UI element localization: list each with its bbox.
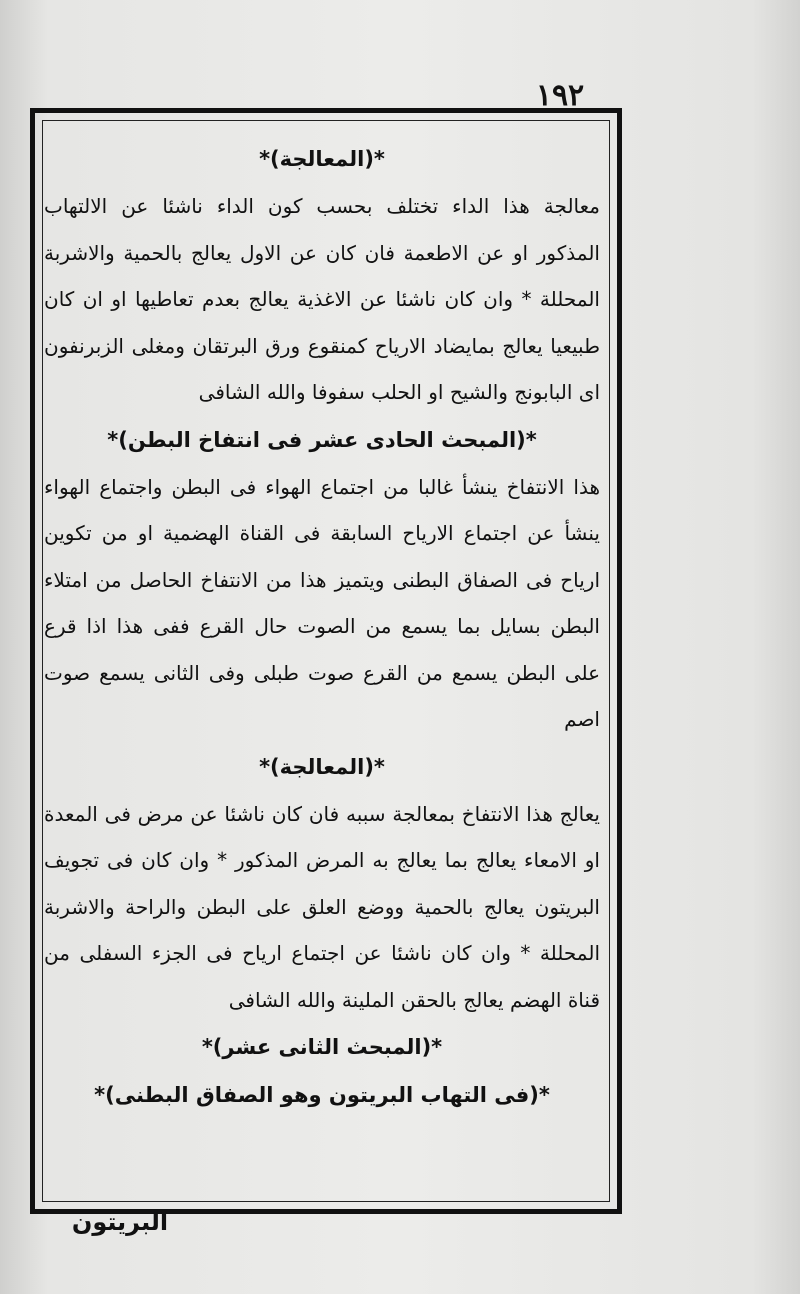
- section-heading-abdominal-distension: *(المبحث الحادى عشر فى انتفاخ البطن)*: [107, 427, 537, 452]
- section-heading-twelfth-topic: *(المبحث الثانى عشر)*: [201, 1035, 443, 1059]
- page-text: [44, 135, 600, 1195]
- section-heading-treatment-1: *(المعالجة)*: [259, 147, 385, 171]
- page-number: ١٩٢: [535, 78, 585, 113]
- section-heading-peritonitis: *(فى التهاب البريتون وهو الصفاق البطنى)*: [94, 1083, 550, 1107]
- paragraph-treatment-1: معالجة هذا الداء تختلف بحسب كون الداء ناشئا عن الالتهاب المذكور او عن الاطعمة فان كان عن الاول يعالج بالحمية والاشربة المحللة * وان كان ناشئا عن الاغذية يعالج بعدم تعاطيها او ان كان طبيعيا يعالج بمايضاد الارياح كمنقوع ورق البرتقان ومغلى الزبرنفون اى البابونج والشيح او الحلب سفوفا والله الشافى: [44, 194, 600, 404]
- paragraph-treatment-2: يعالج هذا الانتفاخ بمعالجة سببه فان كان ناشئا عن مرض فى المعدة او الامعاء يعالج بما يعالج به المرض المذكور * وان كان فى تجويف البريتون يعالج بالحمية ووضع العلق على البطن والراحة والاشربة المحللة * وان كان ناشئا عن اجتماع ارياح فى الجزء السفلى من قناة الهضم يعالج بالحقن الملينة والله الشافى: [44, 801, 600, 1012]
- catchword: البريتون: [71, 1208, 169, 1236]
- section-heading-treatment-2: *(المعالجة)*: [259, 754, 385, 779]
- paragraph-abdominal-distension: هذا الانتفاخ ينشأ غالبا من اجتماع الهواء فى البطن واجتماع الهواء ينشأ عن اجتماع الارياح السابقة فى القناة الهضمية او من تكوين ارياح فى الصفاق البطنى ويتميز هذا من الانتفاخ الحاصل من امتلاء البطن بسايل بما يسمع من الصوت حال القرع ففى هذا اذا قرع على البطن يسمع من القرع صوت طبلى وفى الثانى يسمع صوت اصم: [44, 474, 600, 731]
